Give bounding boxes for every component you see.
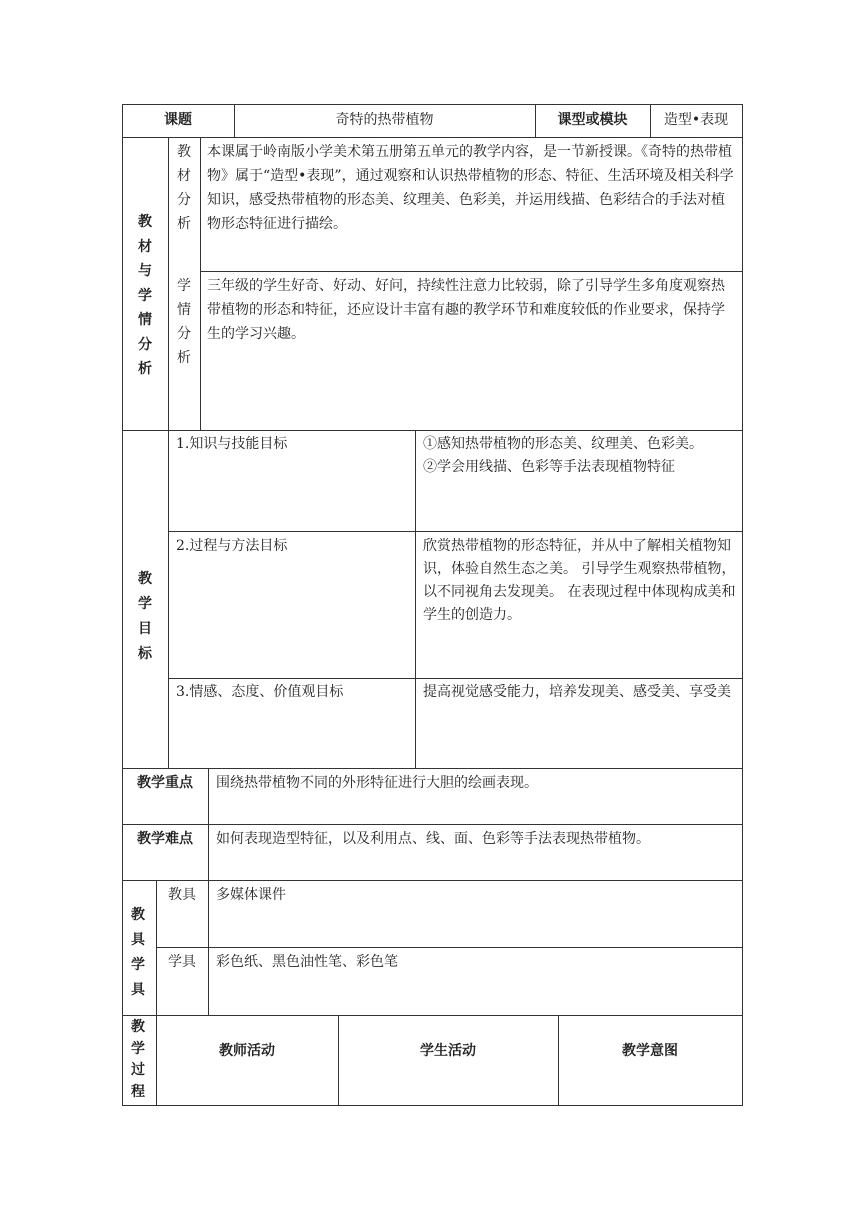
material-analysis-text: 本课属于岭南版小学美术第五册第五单元的教学内容，是一节新授课。《奇特的热带植物》属于“造型•表现”，通过观察和认识热带植物的形态、特征、生活环境及相关科学知识，感受热带植物的形态美、纹理美、色彩美，并运用线描、色彩结合的手法对植物形态特征进行描绘。 <box>207 144 734 232</box>
student-analysis-label: 学 情 分 析 <box>177 278 191 366</box>
topic-value: 奇特的热带植物 <box>335 112 434 128</box>
teacher-tools-text: 多媒体课件 <box>216 887 286 903</box>
teacher-tools-label: 教具 <box>168 887 196 903</box>
column-teaching-intent: 教学意图 <box>622 1043 678 1059</box>
column-teacher-activity: 教师活动 <box>219 1043 275 1059</box>
goal-2-label: 2.过程与方法目标 <box>176 538 288 554</box>
process-label: 教 学 过 程 <box>131 1019 145 1100</box>
tools-label: 教 具 学 具 <box>131 907 145 998</box>
student-tools-text: 彩色纸、黑色油性笔、彩色笔 <box>216 954 398 970</box>
goal-1-text: ①感知热带植物的形态美、纹理美、色彩美。 ②学会用线描、色彩等手法表现植物特征 <box>423 436 703 475</box>
analysis-label: 教 材 与 学 情 分 析 <box>138 214 152 377</box>
difficulty-text: 如何表现造型特征，以及利用点、线、面、色彩等手法表现热带植物。 <box>216 831 650 847</box>
goals-label: 教 学 目 标 <box>138 571 152 662</box>
type-label: 课型或模块 <box>557 112 628 128</box>
column-student-activity: 学生活动 <box>420 1043 476 1059</box>
difficulty-label: 教学难点 <box>137 831 193 847</box>
type-value: 造型•表现 <box>663 112 729 128</box>
student-tools-label: 学具 <box>168 954 196 970</box>
key-point-label: 教学重点 <box>137 775 193 791</box>
key-point-text: 围绕热带植物不同的外形特征进行大胆的绘画表现。 <box>216 775 538 791</box>
material-analysis-label: 教 材 分 析 <box>177 144 191 232</box>
goal-3-label: 3.情感、态度、价值观目标 <box>176 684 344 700</box>
goal-1-label: 1.知识与技能目标 <box>176 436 288 452</box>
student-analysis-text: 三年级的学生好奇、好动、好问，持续性注意力比较弱，除了引导学生多角度观察热带植物的形态和特征，还应设计丰富有趣的教学环节和难度较低的作业要求，保持学生的学习兴趣。 <box>207 278 725 342</box>
goal-3-text: 提高视觉感受能力，培养发现美、感受美、享受美 <box>423 684 731 700</box>
goal-2-text: 欣赏热带植物的形态特征，并从中了解相关植物知识，体验自然生态之美。 引导学生观察热带植物，以不同视角去发现美。 在表现过程中体现构成美和学生的创造力。 <box>423 538 736 623</box>
topic-label: 课题 <box>164 112 192 128</box>
